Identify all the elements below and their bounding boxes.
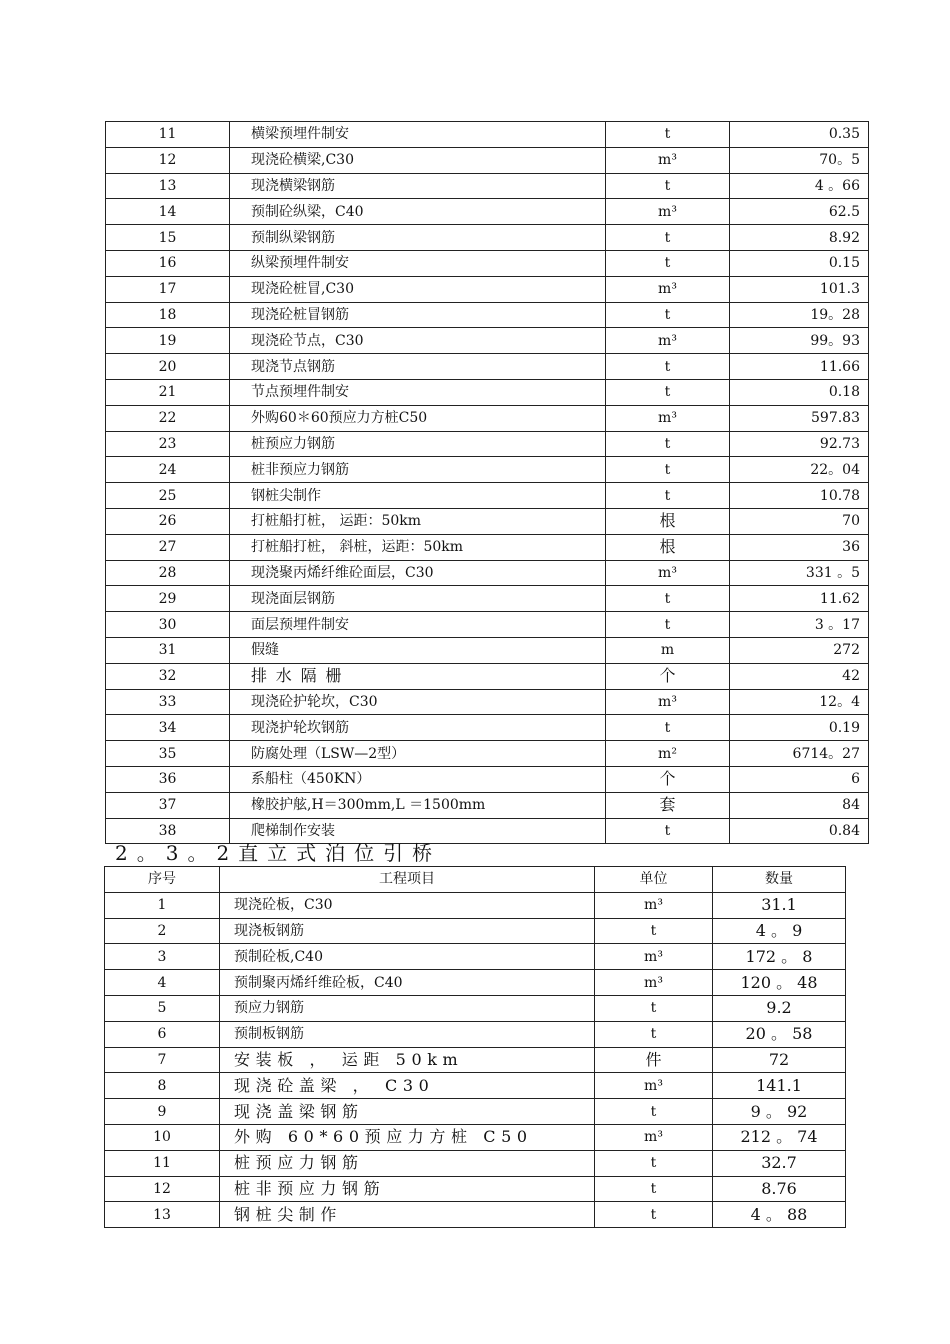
cell-unit: t <box>606 302 730 328</box>
cell-item: 现浇节点钢筋 <box>230 354 606 380</box>
cell-item: 现浇砼横梁,C30 <box>230 147 606 173</box>
cell-no: 8 <box>105 1073 220 1099</box>
cell-qty: 11.66 <box>730 354 869 380</box>
table-row <box>106 483 869 509</box>
cell-qty: 22。04 <box>730 457 869 483</box>
cell-unit: m³ <box>606 199 730 225</box>
cell-no: 11 <box>105 1150 220 1176</box>
cell-qty: 42 <box>730 663 869 689</box>
cell-unit: m³ <box>606 405 730 431</box>
cell-unit: t <box>606 457 730 483</box>
cell-no: 23 <box>106 431 230 457</box>
cell-item: 打桩船打桩， 运距：50km <box>230 508 606 534</box>
cell-qty: 0.18 <box>730 379 869 405</box>
cell-no: 9 <box>105 1099 220 1125</box>
table-row <box>106 199 869 225</box>
cell-item: 预应力钢筋 <box>220 995 595 1021</box>
cell-qty: 31.1 <box>713 892 846 918</box>
cell-unit: t <box>606 483 730 509</box>
cell-item: 现浇砼盖梁 ， C30 <box>220 1073 595 1099</box>
table-row <box>105 1176 846 1202</box>
cell-no: 17 <box>106 276 230 302</box>
header-unit: 单位 <box>595 867 713 893</box>
table-row <box>105 1047 846 1073</box>
table-row <box>106 122 869 148</box>
cell-unit: t <box>595 1021 713 1047</box>
table-row <box>105 1150 846 1176</box>
cell-qty: 9 。 92 <box>713 1099 846 1125</box>
cell-item: 预制板钢筋 <box>220 1021 595 1047</box>
table-row <box>105 892 846 918</box>
table-row <box>106 225 869 251</box>
cell-unit: t <box>606 431 730 457</box>
cell-unit: m³ <box>606 276 730 302</box>
cell-qty: 72 <box>713 1047 846 1073</box>
cell-no: 24 <box>106 457 230 483</box>
cell-no: 19 <box>106 328 230 354</box>
cell-qty: 19。28 <box>730 302 869 328</box>
table-row <box>106 586 869 612</box>
table-row <box>106 302 869 328</box>
quantity-table-continued <box>105 121 869 844</box>
cell-no: 27 <box>106 534 230 560</box>
cell-qty: 84 <box>730 792 869 818</box>
cell-qty: 32.7 <box>713 1150 846 1176</box>
cell-no: 33 <box>106 689 230 715</box>
cell-item: 预制砼板,C40 <box>220 944 595 970</box>
cell-no: 26 <box>106 508 230 534</box>
cell-no: 28 <box>106 560 230 586</box>
cell-unit: t <box>606 354 730 380</box>
cell-no: 11 <box>106 122 230 148</box>
table-row <box>106 741 869 767</box>
table-row <box>106 766 869 792</box>
cell-unit: 个 <box>606 663 730 689</box>
cell-qty: 3 。17 <box>730 612 869 638</box>
cell-unit: t <box>606 612 730 638</box>
cell-item: 外购 60*60预应力方桩 C50 <box>220 1124 595 1150</box>
table-row <box>106 173 869 199</box>
table-row <box>106 147 869 173</box>
cell-item: 钢桩尖制作 <box>220 1202 595 1228</box>
cell-qty: 20 。 58 <box>713 1021 846 1047</box>
cell-no: 12 <box>106 147 230 173</box>
header-item: 工程项目 <box>220 867 595 893</box>
cell-qty: 0.35 <box>730 122 869 148</box>
table-row <box>105 995 846 1021</box>
table-row <box>106 328 869 354</box>
cell-qty: 101.3 <box>730 276 869 302</box>
cell-no: 3 <box>105 944 220 970</box>
cell-unit: m³ <box>595 892 713 918</box>
cell-item: 现浇砼护轮坎，C30 <box>230 689 606 715</box>
cell-qty: 70 <box>730 508 869 534</box>
section-heading: 2。3。2直立式泊位引桥 <box>115 841 442 865</box>
cell-item: 安装板 ， 运距 50km <box>220 1047 595 1073</box>
cell-unit: m³ <box>606 689 730 715</box>
cell-qty: 212 。 74 <box>713 1124 846 1150</box>
table-body <box>105 892 846 1227</box>
cell-item: 纵梁预埋件制安 <box>230 250 606 276</box>
table-row <box>105 970 846 996</box>
table-row <box>106 508 869 534</box>
cell-no: 5 <box>105 995 220 1021</box>
cell-qty: 36 <box>730 534 869 560</box>
table-row <box>106 612 869 638</box>
cell-item: 爬梯制作安装 <box>230 818 606 844</box>
cell-item: 现浇横梁钢筋 <box>230 173 606 199</box>
cell-qty: 9.2 <box>713 995 846 1021</box>
table-row <box>105 1073 846 1099</box>
table-row <box>106 689 869 715</box>
table-row <box>105 1202 846 1228</box>
cell-unit: t <box>606 379 730 405</box>
cell-item: 外购60＊60预应力方桩C50 <box>230 405 606 431</box>
cell-item: 现浇护轮坎钢筋 <box>230 715 606 741</box>
cell-unit: m³ <box>595 1073 713 1099</box>
cell-no: 32 <box>106 663 230 689</box>
cell-item: 橡胶护舷,H＝300mm,L ＝1500mm <box>230 792 606 818</box>
table-body <box>106 122 869 844</box>
table-row <box>106 457 869 483</box>
cell-unit: 根 <box>606 508 730 534</box>
cell-qty: 8.92 <box>730 225 869 251</box>
cell-qty: 99。93 <box>730 328 869 354</box>
cell-unit: 套 <box>606 792 730 818</box>
table-row <box>106 715 869 741</box>
cell-qty: 0.19 <box>730 715 869 741</box>
cell-qty: 0.15 <box>730 250 869 276</box>
cell-item: 系船柱（450KN） <box>230 766 606 792</box>
cell-unit: 个 <box>606 766 730 792</box>
cell-no: 14 <box>106 199 230 225</box>
cell-item: 防腐处理（LSW—2型） <box>230 741 606 767</box>
cell-qty: 11.62 <box>730 586 869 612</box>
cell-qty: 12。4 <box>730 689 869 715</box>
cell-qty: 4 。 88 <box>713 1202 846 1228</box>
cell-no: 2 <box>105 918 220 944</box>
cell-item: 现浇砼节点，C30 <box>230 328 606 354</box>
cell-unit: m³ <box>606 147 730 173</box>
cell-no: 36 <box>106 766 230 792</box>
cell-unit: t <box>595 1202 713 1228</box>
cell-unit: t <box>595 1176 713 1202</box>
cell-item: 预制聚丙烯纤维砼板，C40 <box>220 970 595 996</box>
table-row <box>106 276 869 302</box>
cell-no: 22 <box>106 405 230 431</box>
cell-item: 现浇砼桩冒钢筋 <box>230 302 606 328</box>
cell-unit: t <box>606 586 730 612</box>
cell-unit: t <box>606 122 730 148</box>
cell-qty: 331 。5 <box>730 560 869 586</box>
cell-qty: 4 。 9 <box>713 918 846 944</box>
cell-item: 面层预埋件制安 <box>230 612 606 638</box>
cell-no: 30 <box>106 612 230 638</box>
table-row <box>105 1124 846 1150</box>
table-row <box>105 1099 846 1125</box>
table-row <box>105 944 846 970</box>
cell-unit: m³ <box>606 560 730 586</box>
table-row <box>106 637 869 663</box>
cell-unit: t <box>606 225 730 251</box>
cell-no: 10 <box>105 1124 220 1150</box>
cell-item: 现浇板钢筋 <box>220 918 595 944</box>
cell-no: 1 <box>105 892 220 918</box>
table-row <box>106 354 869 380</box>
cell-qty: 120 。 48 <box>713 970 846 996</box>
cell-item: 横梁预埋件制安 <box>230 122 606 148</box>
cell-unit: 根 <box>606 534 730 560</box>
table-row <box>106 560 869 586</box>
cell-qty: 92.73 <box>730 431 869 457</box>
table-row <box>106 431 869 457</box>
cell-item: 打桩船打桩， 斜桩，运距：50km <box>230 534 606 560</box>
cell-no: 13 <box>105 1202 220 1228</box>
cell-qty: 0.84 <box>730 818 869 844</box>
cell-unit: m <box>606 637 730 663</box>
cell-item: 桩非预应力钢筋 <box>230 457 606 483</box>
cell-qty: 8.76 <box>713 1176 846 1202</box>
table-row <box>106 792 869 818</box>
cell-item: 桩非预应力钢筋 <box>220 1176 595 1202</box>
cell-qty: 172 。 8 <box>713 944 846 970</box>
cell-no: 35 <box>106 741 230 767</box>
cell-qty: 70。5 <box>730 147 869 173</box>
cell-item: 桩预应力钢筋 <box>220 1150 595 1176</box>
cell-no: 38 <box>106 818 230 844</box>
cell-no: 29 <box>106 586 230 612</box>
cell-unit: m² <box>606 741 730 767</box>
cell-qty: 597.83 <box>730 405 869 431</box>
cell-item: 桩预应力钢筋 <box>230 431 606 457</box>
header-qty: 数量 <box>713 867 846 893</box>
table-row <box>106 379 869 405</box>
cell-item: 假缝 <box>230 637 606 663</box>
cell-unit: 件 <box>595 1047 713 1073</box>
table-row <box>106 250 869 276</box>
cell-item: 排水隔栅 <box>230 663 606 689</box>
cell-no: 4 <box>105 970 220 996</box>
cell-unit: m³ <box>595 970 713 996</box>
cell-item: 现浇聚丙烯纤维砼面层，C30 <box>230 560 606 586</box>
cell-no: 31 <box>106 637 230 663</box>
cell-item: 预制砼纵梁，C40 <box>230 199 606 225</box>
cell-unit: t <box>606 715 730 741</box>
cell-no: 37 <box>106 792 230 818</box>
cell-item: 节点预埋件制安 <box>230 379 606 405</box>
cell-qty: 141.1 <box>713 1073 846 1099</box>
cell-item: 预制纵梁钢筋 <box>230 225 606 251</box>
cell-no: 15 <box>106 225 230 251</box>
cell-qty: 6714。27 <box>730 741 869 767</box>
cell-unit: t <box>595 995 713 1021</box>
cell-unit: t <box>595 1150 713 1176</box>
cell-unit: t <box>606 173 730 199</box>
cell-qty: 6 <box>730 766 869 792</box>
cell-no: 12 <box>105 1176 220 1202</box>
cell-item: 现浇盖梁钢筋 <box>220 1099 595 1125</box>
table-row <box>106 534 869 560</box>
cell-no: 34 <box>106 715 230 741</box>
cell-no: 16 <box>106 250 230 276</box>
cell-unit: m³ <box>595 1124 713 1150</box>
cell-qty: 272 <box>730 637 869 663</box>
table-row <box>105 1021 846 1047</box>
cell-no: 6 <box>105 1021 220 1047</box>
cell-item: 现浇砼桩冒,C30 <box>230 276 606 302</box>
approach-bridge-quantity-table <box>104 866 846 1228</box>
cell-qty: 10.78 <box>730 483 869 509</box>
cell-no: 13 <box>106 173 230 199</box>
cell-unit: t <box>606 818 730 844</box>
cell-item: 现浇砼板，C30 <box>220 892 595 918</box>
cell-no: 25 <box>106 483 230 509</box>
cell-unit: m³ <box>595 944 713 970</box>
table-row <box>106 663 869 689</box>
cell-qty: 62.5 <box>730 199 869 225</box>
header-no: 序号 <box>105 867 220 893</box>
table-row <box>106 405 869 431</box>
cell-item: 钢桩尖制作 <box>230 483 606 509</box>
cell-unit: t <box>595 918 713 944</box>
cell-no: 7 <box>105 1047 220 1073</box>
cell-no: 18 <box>106 302 230 328</box>
table-row <box>105 918 846 944</box>
cell-no: 21 <box>106 379 230 405</box>
cell-unit: m³ <box>606 328 730 354</box>
cell-qty: 4 。66 <box>730 173 869 199</box>
cell-no: 20 <box>106 354 230 380</box>
cell-unit: t <box>595 1099 713 1125</box>
table-header-row <box>105 867 846 893</box>
cell-unit: t <box>606 250 730 276</box>
cell-item: 现浇面层钢筋 <box>230 586 606 612</box>
